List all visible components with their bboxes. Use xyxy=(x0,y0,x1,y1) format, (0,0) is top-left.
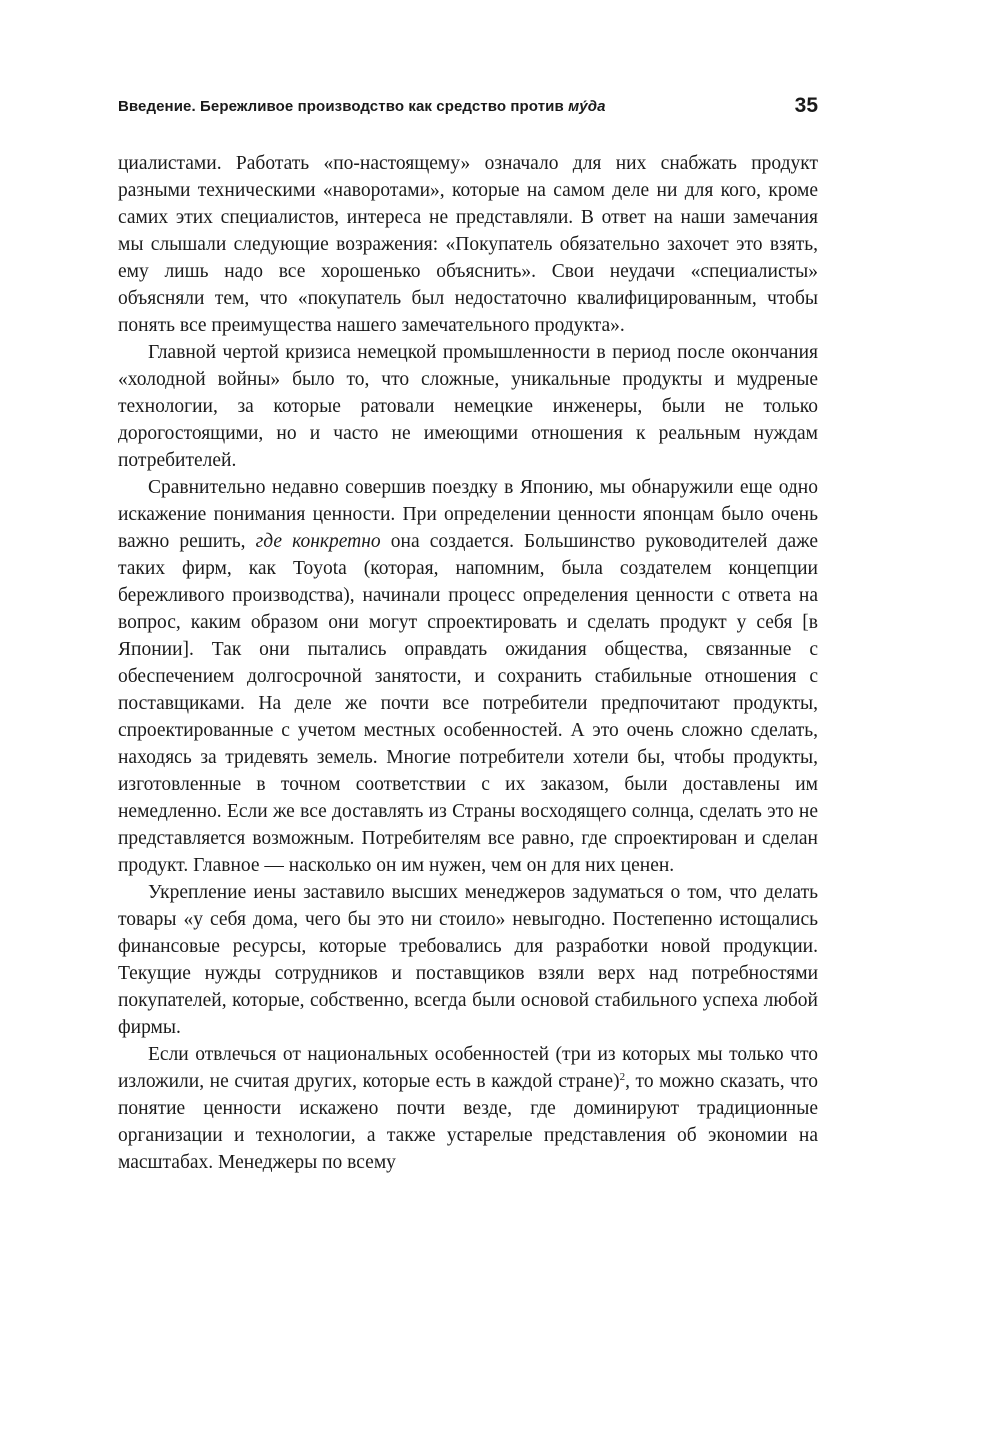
footnote-reference[interactable]: 2 xyxy=(619,1071,626,1083)
paragraph-2: Главной чертой кризиса немецкой промышленности в период после окончания «холодной войны» было то, что сложные, уникальные продукты и мудреные технологии, за которые ратовали немецкие инженеры, были не только дорогостоящими, но и часто не имеющими отношения к реальным нуждам потребителей. xyxy=(118,342,818,471)
running-header xyxy=(118,94,818,120)
paragraph-3-emphasis: где конкретно xyxy=(255,531,381,552)
paragraph-4: Укрепление иены заставило высших менеджеров задуматься о том, что делать товары «у себя дома, чего бы это ни стоило» невыгодно. Постепенно истощались финансовые ресурсы, которые требовались для разработки новой продукции. Текущие нужды сотрудников и поставщиков взяли верх над потребностями покупателей, которые, собственно, всегда были основой стабильного успеха любой фирмы. xyxy=(118,882,818,1038)
paragraph-5-after: , то можно сказать, что понятие ценности искажено почти везде, где доминируют традиционные организации и технологии, а также устарелые представления об экономии на масштабах. Менеджеры по всему xyxy=(118,1071,819,1173)
paragraph-1: циалистами. Работать «по-настоящему» означало для них снабжать продукт разными техническими «наворотами», которые на самом деле ни для кого, кроме самих этих специалистов, интереса не представляли. В ответ на наши замечания мы слышали следующие возражения: «Покупатель обязательно захочет это взять, ему лишь надо все хорошенько объяснить». Свои неудачи «специалисты» объясняли тем, что «покупатель был недостаточно квалифицированным, чтобы понять все преимущества нашего замечательного продукта». xyxy=(118,153,818,336)
paragraph-5-before: Если отвлечься от национальных особенностей (три из которых мы только что изложили, не считая других, которые есть в каждой стране) xyxy=(118,1044,818,1092)
paragraph-5 xyxy=(118,1041,818,1176)
page-number: 35 xyxy=(794,94,818,117)
body-text xyxy=(118,150,818,1176)
chapter-title xyxy=(118,98,606,115)
paragraph-3 xyxy=(118,474,818,879)
chapter-title-italic: му́да xyxy=(568,98,606,115)
chapter-title-text: Введение. Бережливое производство как средство против xyxy=(118,98,569,115)
paragraph-3-after: она создается. Большинство руководителей даже таких фирм, как Toyota (которая, напомним, была создателем концепции бережливого производства), начинали процесс определения ценности с ответа на вопрос, каким образом они могут спроектировать и сделать продукт у себя [в Японии]. Так они пытались оправдать ожидания общества, связанные с обеспечением долгосрочной занятости, и сохранить стабильные отношения с поставщиками. На деле же почти все потребители предпочитают продукты, спроектированные с учетом местных особенностей. А это очень сложно сделать, находясь за тридевять земель. Многие потребители хотели бы, чтобы продукты, изготовленные в точном соответствии с их заказом, были доставлены им немедленно. Если же все доставлять из Страны восходящего солнца, сделать это не представляется возможным. Потребителям все равно, где спроектирован и сделан продукт. Главное — насколько он им нужен, чем он для них ценен. xyxy=(118,531,818,876)
paragraph-3-before: Сравнительно недавно совершив поездку в Японию, мы обнаружили еще одно искажение понимания ценности. При определении ценности японцам было очень важно решить, xyxy=(118,477,818,552)
